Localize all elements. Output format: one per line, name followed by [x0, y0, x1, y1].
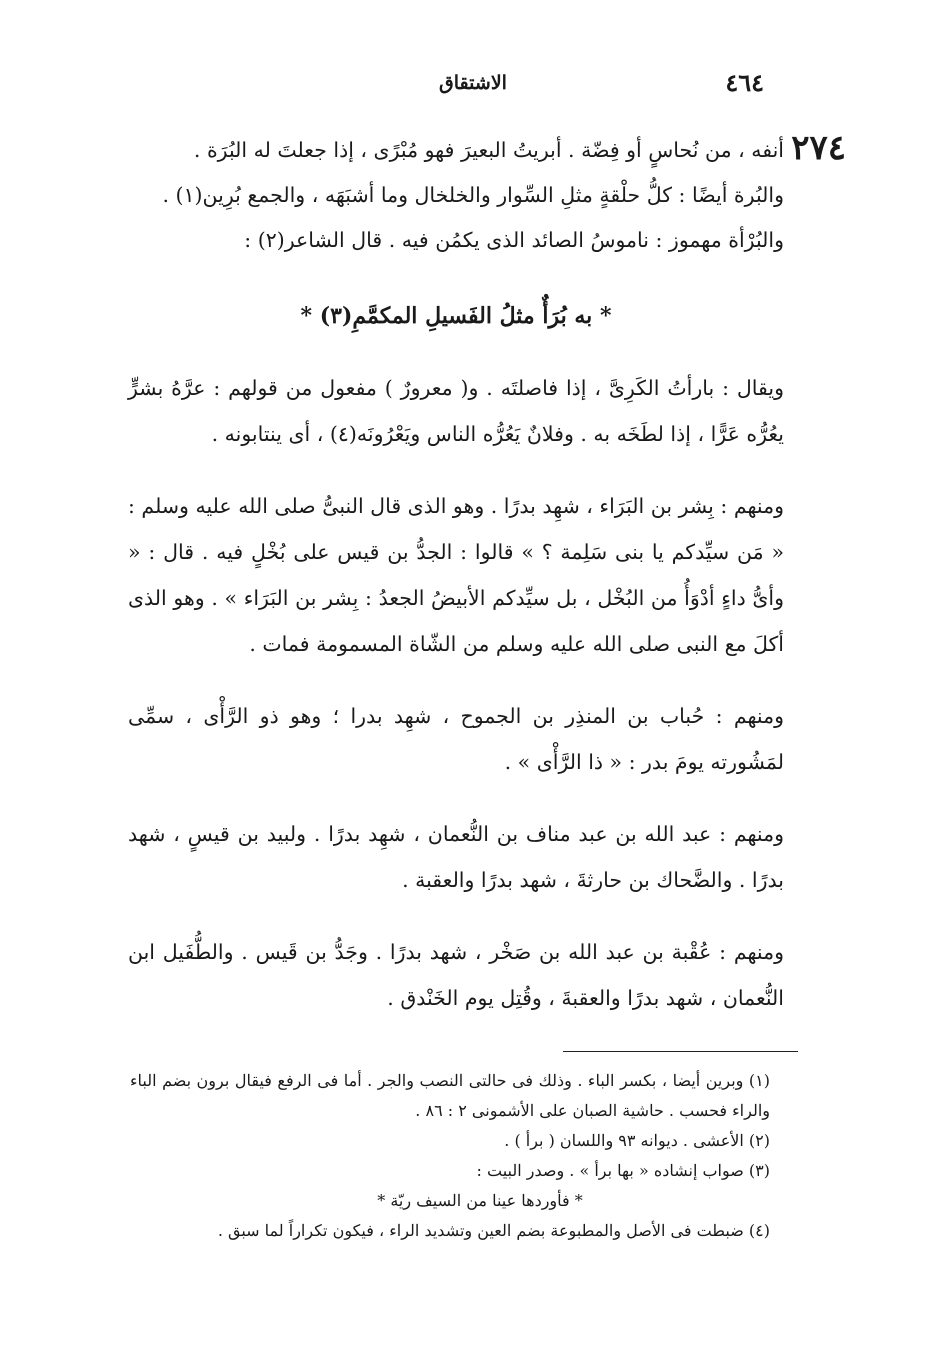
running-title: الاشتقاق: [439, 72, 507, 94]
page-number: ٤٦٤: [725, 68, 764, 97]
text-line: والبُرة أيضًا : كلُّ حلْقةٍ مثلِ السِّوار والخلخال وما أشبَهَه ، والجمع بُرِين(١) .: [162, 183, 784, 207]
opening-lines: [128, 128, 784, 263]
footnote: (٤) ضبطت فى الأصل والمطبوعة بضم العين وتشديد الراء ، فيكون تكراراً لما سبق .: [217, 1221, 770, 1240]
footnote: (١) وبرين أيضا ، بكسر الباء . وذلك فى حالتى النصب والجر . أما فى الرفع فيقال برون بضم الباء والراء فحسب . حاشية الصبان على الأشمونى ٢ : ٨٦ .: [130, 1071, 770, 1120]
paragraph: ويقال : بارأتُ الكَرِىَّ ، إذا فاصلتَه . و( معرورٌ ) مفعول من قولهم : عرَّهُ بشرٍّ يعُرُّه عَرًّا ، إذا لطَخَه به . وفلانٌ يَعُرُّه الناس ويَعْرُونَه(٤) ، أى ينتابونه .: [128, 376, 784, 446]
poetry-verse: * به بُرَأٌ مثلُ الفَسيلِ المكمَّمِ(٣) *: [300, 303, 612, 329]
paragraph: ومنهم : عُقْبة بن عبد الله بن صَخْر ، شهد بدرًا . وجَدُّ بن قَيس . والطُّفَيل ابن النُّعمان ، شهد بدرًا والعقبةَ ، وقُتِل يوم الخَنْدق .: [128, 940, 784, 1010]
paragraph: ومنهم : عبد الله بن عبد مناف بن النُّعمان ، شهِد بدرًا . ولبيد بن قيسٍ ، شهد بدرًا . والضَّحاك بن حارثةَ ، شهد بدرًا والعقبة .: [128, 822, 784, 892]
footnote-verse: * فأوردها عينا من السيف ريّة *: [377, 1191, 583, 1210]
footnote: (٣) صواب إنشاده « بها برأ » . وصدر البيت :: [476, 1161, 770, 1180]
text-line: والبُرْأة مهموز : ناموسُ الصائد الذى يكمُن فيه . قال الشاعر(٢) :: [244, 228, 784, 252]
footnote: (٢) الأعشى . ديوانه ٩٣ واللسان ( برأ ) .: [504, 1131, 770, 1150]
paragraph: ومنهم : حُباب بن المنذِر بن الجموح ، شهِد بدرا ؛ وهو ذو الرَّأْى ، سمِّى لمَشُورته يومَ بدر : « ذا الرَّأْى » .: [128, 704, 784, 774]
page-header: [130, 68, 816, 104]
main-text: [128, 128, 784, 1021]
footnotes: [130, 1066, 770, 1246]
footnote-separator: [563, 1051, 798, 1052]
text-line: أنفه ، من نُحاسٍ أو فِضّة . أبريتُ البعيرَ فهو مُبْرًى ، إذا جعلتَ له البُرَة .: [193, 138, 784, 162]
paragraph: ومنهم : بِشر بن البَرَاء ، شهِد بدرًا . وهو الذى قال النبىُّ صلى الله عليه وسلم : « مَن سيِّدكم يا بنى سَلِمة ؟ » قالوا : الجدُّ بن قيس على بُخْلٍ فيه . قال : « وأىُّ داءٍ أدْوَأُ من البُخْل ، بل سيِّدكم الأبيضُ الجعدُ : بِشر بن البَرَاء » . وهو الذى أكلَ مع النبى صلى الله عليه وسلم من الشّاة المسمومة فمات .: [128, 494, 784, 656]
margin-entry-number: ٢٧٤: [791, 128, 846, 168]
